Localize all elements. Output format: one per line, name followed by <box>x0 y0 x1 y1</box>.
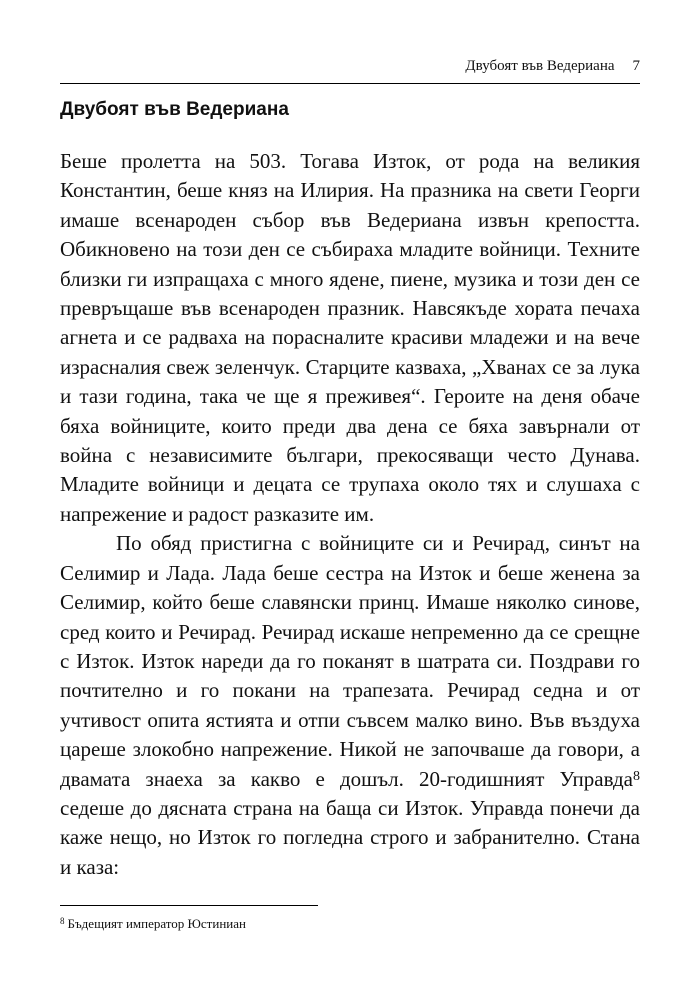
footnote <box>60 916 246 932</box>
header-divider <box>60 83 640 84</box>
paragraph-1: Беше пролетта на 503. Тогава Изток, от рода на великия Константин, беше княз на Илирия. На празника на свети Георги имаше всенароден събор във Ведериана извън крепостта. Обикновено на този ден се събираха младите войници. Техните близки ги изпращаха с много ядене, пиене, музика и този ден се превръщаше във всенароден празник. Навсякъде хората печаха агнета и се радваха на порасналите красиви младежи и на вече израсналия свеж зеленчук. Старците казваха, „Хванах се за лука и тази година, така че ще я преживея“. Героите на деня обаче бяха войниците, които преди два дена се бяха завърнали от война с независимите българи, прекосяващи често Дунава. Младите войници и децата се трупаха около тях и слушаха с напрежение и радост разказите им. <box>60 149 640 526</box>
body-text <box>60 147 640 882</box>
running-header <box>60 58 640 75</box>
footnote-text: Бъдещият император Юстиниан <box>67 916 246 931</box>
footnote-marker: 8 <box>60 916 65 926</box>
footnote-reference[interactable]: 8 <box>633 768 640 784</box>
chapter-title: Двубоят във Ведериана <box>60 99 289 120</box>
footnote-divider <box>60 905 318 906</box>
paragraph-2 <box>60 529 640 882</box>
paragraph-2-continuation: седеше до дясната страна на баща си Изток. Управда понечи да каже нещо, но Изток го погледна строго и забранително. Стана и каза: <box>60 795 640 879</box>
paragraph-2-text: По обяд пристигна с войниците си и Речирад, синът на Селимир и Лада. Лада беше сестра на Изток и беше женена за Селимир, който беше славянски принц. Имаше няколко синове, сред които и Речирад. Речирад искаше непременно да се срещне с Изток. Изток нареди да го поканят в шатрата си. Поздрави го почтително и го покани на трапезата. Речирад седна и от учтивост опита ястията и отпи съвсем малко вино. Във въздуха цареше злокобно напрежение. Никой не започваше да говори, а двамата знаеха за какво е дошъл. 20-годишният Управда <box>60 531 640 791</box>
page-number: 7 <box>632 58 640 74</box>
running-title: Двубоят във Ведериана <box>465 58 615 74</box>
